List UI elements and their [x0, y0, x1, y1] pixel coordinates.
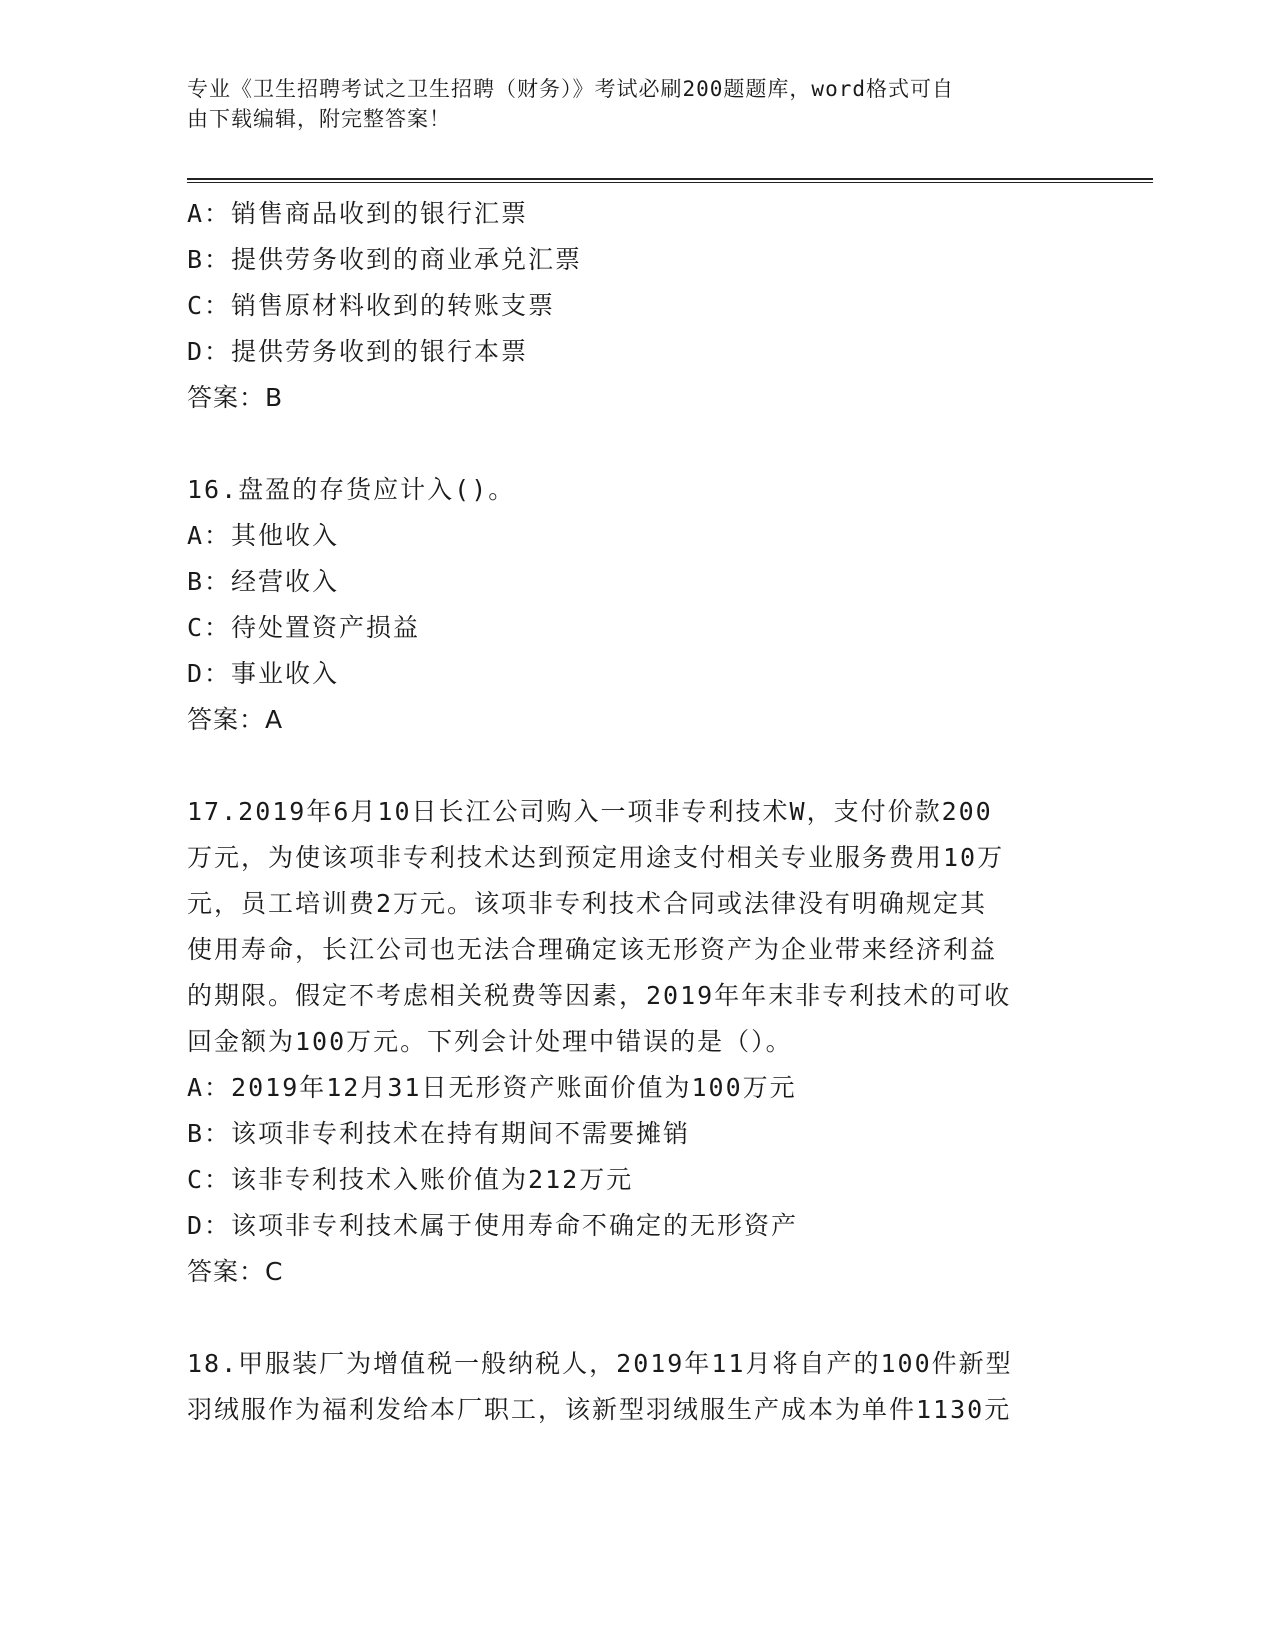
option-a: A：其他收入	[187, 521, 340, 550]
option-c: C：待处置资产损益	[187, 613, 421, 642]
question-stem-line: 羽绒服作为福利发给本厂职工，该新型羽绒服生产成本为单件1130元	[187, 1395, 1012, 1424]
question-15	[187, 191, 1087, 421]
document-header	[187, 74, 1067, 134]
question-18	[187, 1341, 1087, 1433]
option-b: B：该项非专利技术在持有期间不需要摊销	[187, 1119, 691, 1148]
answer: 答案：B	[187, 383, 284, 412]
question-stem-line: 17.2019年6月10日长江公司购入一项非专利技术W，支付价款200	[187, 797, 993, 826]
question-stem: 16.盘盈的存货应计入()。	[187, 475, 516, 504]
question-stem-line: 的期限。假定不考虑相关税费等因素，2019年年末非专利技术的可收	[187, 981, 1012, 1010]
header-divider-thick	[187, 178, 1153, 180]
option-c: C：销售原材料收到的转账支票	[187, 291, 556, 320]
question-stem-line: 18.甲服装厂为增值税一般纳税人，2019年11月将自产的100件新型	[187, 1349, 1013, 1378]
question-stem-line: 万元，为使该项非专利技术达到预定用途支付相关专业服务费用10万	[187, 843, 1005, 872]
header-line-2: 由下载编辑，附完整答案！	[187, 107, 451, 131]
answer: 答案：C	[187, 1257, 284, 1286]
question-stem-line: 回金额为100万元。下列会计处理中错误的是（）。	[187, 1027, 793, 1056]
option-a: A：2019年12月31日无形资产账面价值为100万元	[187, 1073, 797, 1102]
document-body	[187, 191, 1087, 1433]
option-d: D：提供劳务收到的银行本票	[187, 337, 529, 366]
option-d: D：该项非专利技术属于使用寿命不确定的无形资产	[187, 1211, 799, 1240]
option-c: C：该非专利技术入账价值为212万元	[187, 1165, 634, 1194]
option-b: B：经营收入	[187, 567, 340, 596]
spacer	[187, 421, 1087, 467]
question-stem-line: 使用寿命，长江公司也无法合理确定该无形资产为企业带来经济利益	[187, 935, 998, 964]
header-line-1: 专业《卫生招聘考试之卫生招聘（财务）》考试必刷200题题库，word格式可自	[187, 77, 954, 101]
spacer	[187, 1295, 1087, 1341]
spacer	[187, 743, 1087, 789]
header-divider-thin	[187, 182, 1153, 183]
question-16	[187, 467, 1087, 743]
answer: 答案：A	[187, 705, 284, 734]
question-17	[187, 789, 1087, 1295]
question-stem-line: 元，员工培训费2万元。该项非专利技术合同或法律没有明确规定其	[187, 889, 988, 918]
option-a: A：销售商品收到的银行汇票	[187, 199, 529, 228]
option-b: B：提供劳务收到的商业承兑汇票	[187, 245, 583, 274]
option-d: D：事业收入	[187, 659, 340, 688]
